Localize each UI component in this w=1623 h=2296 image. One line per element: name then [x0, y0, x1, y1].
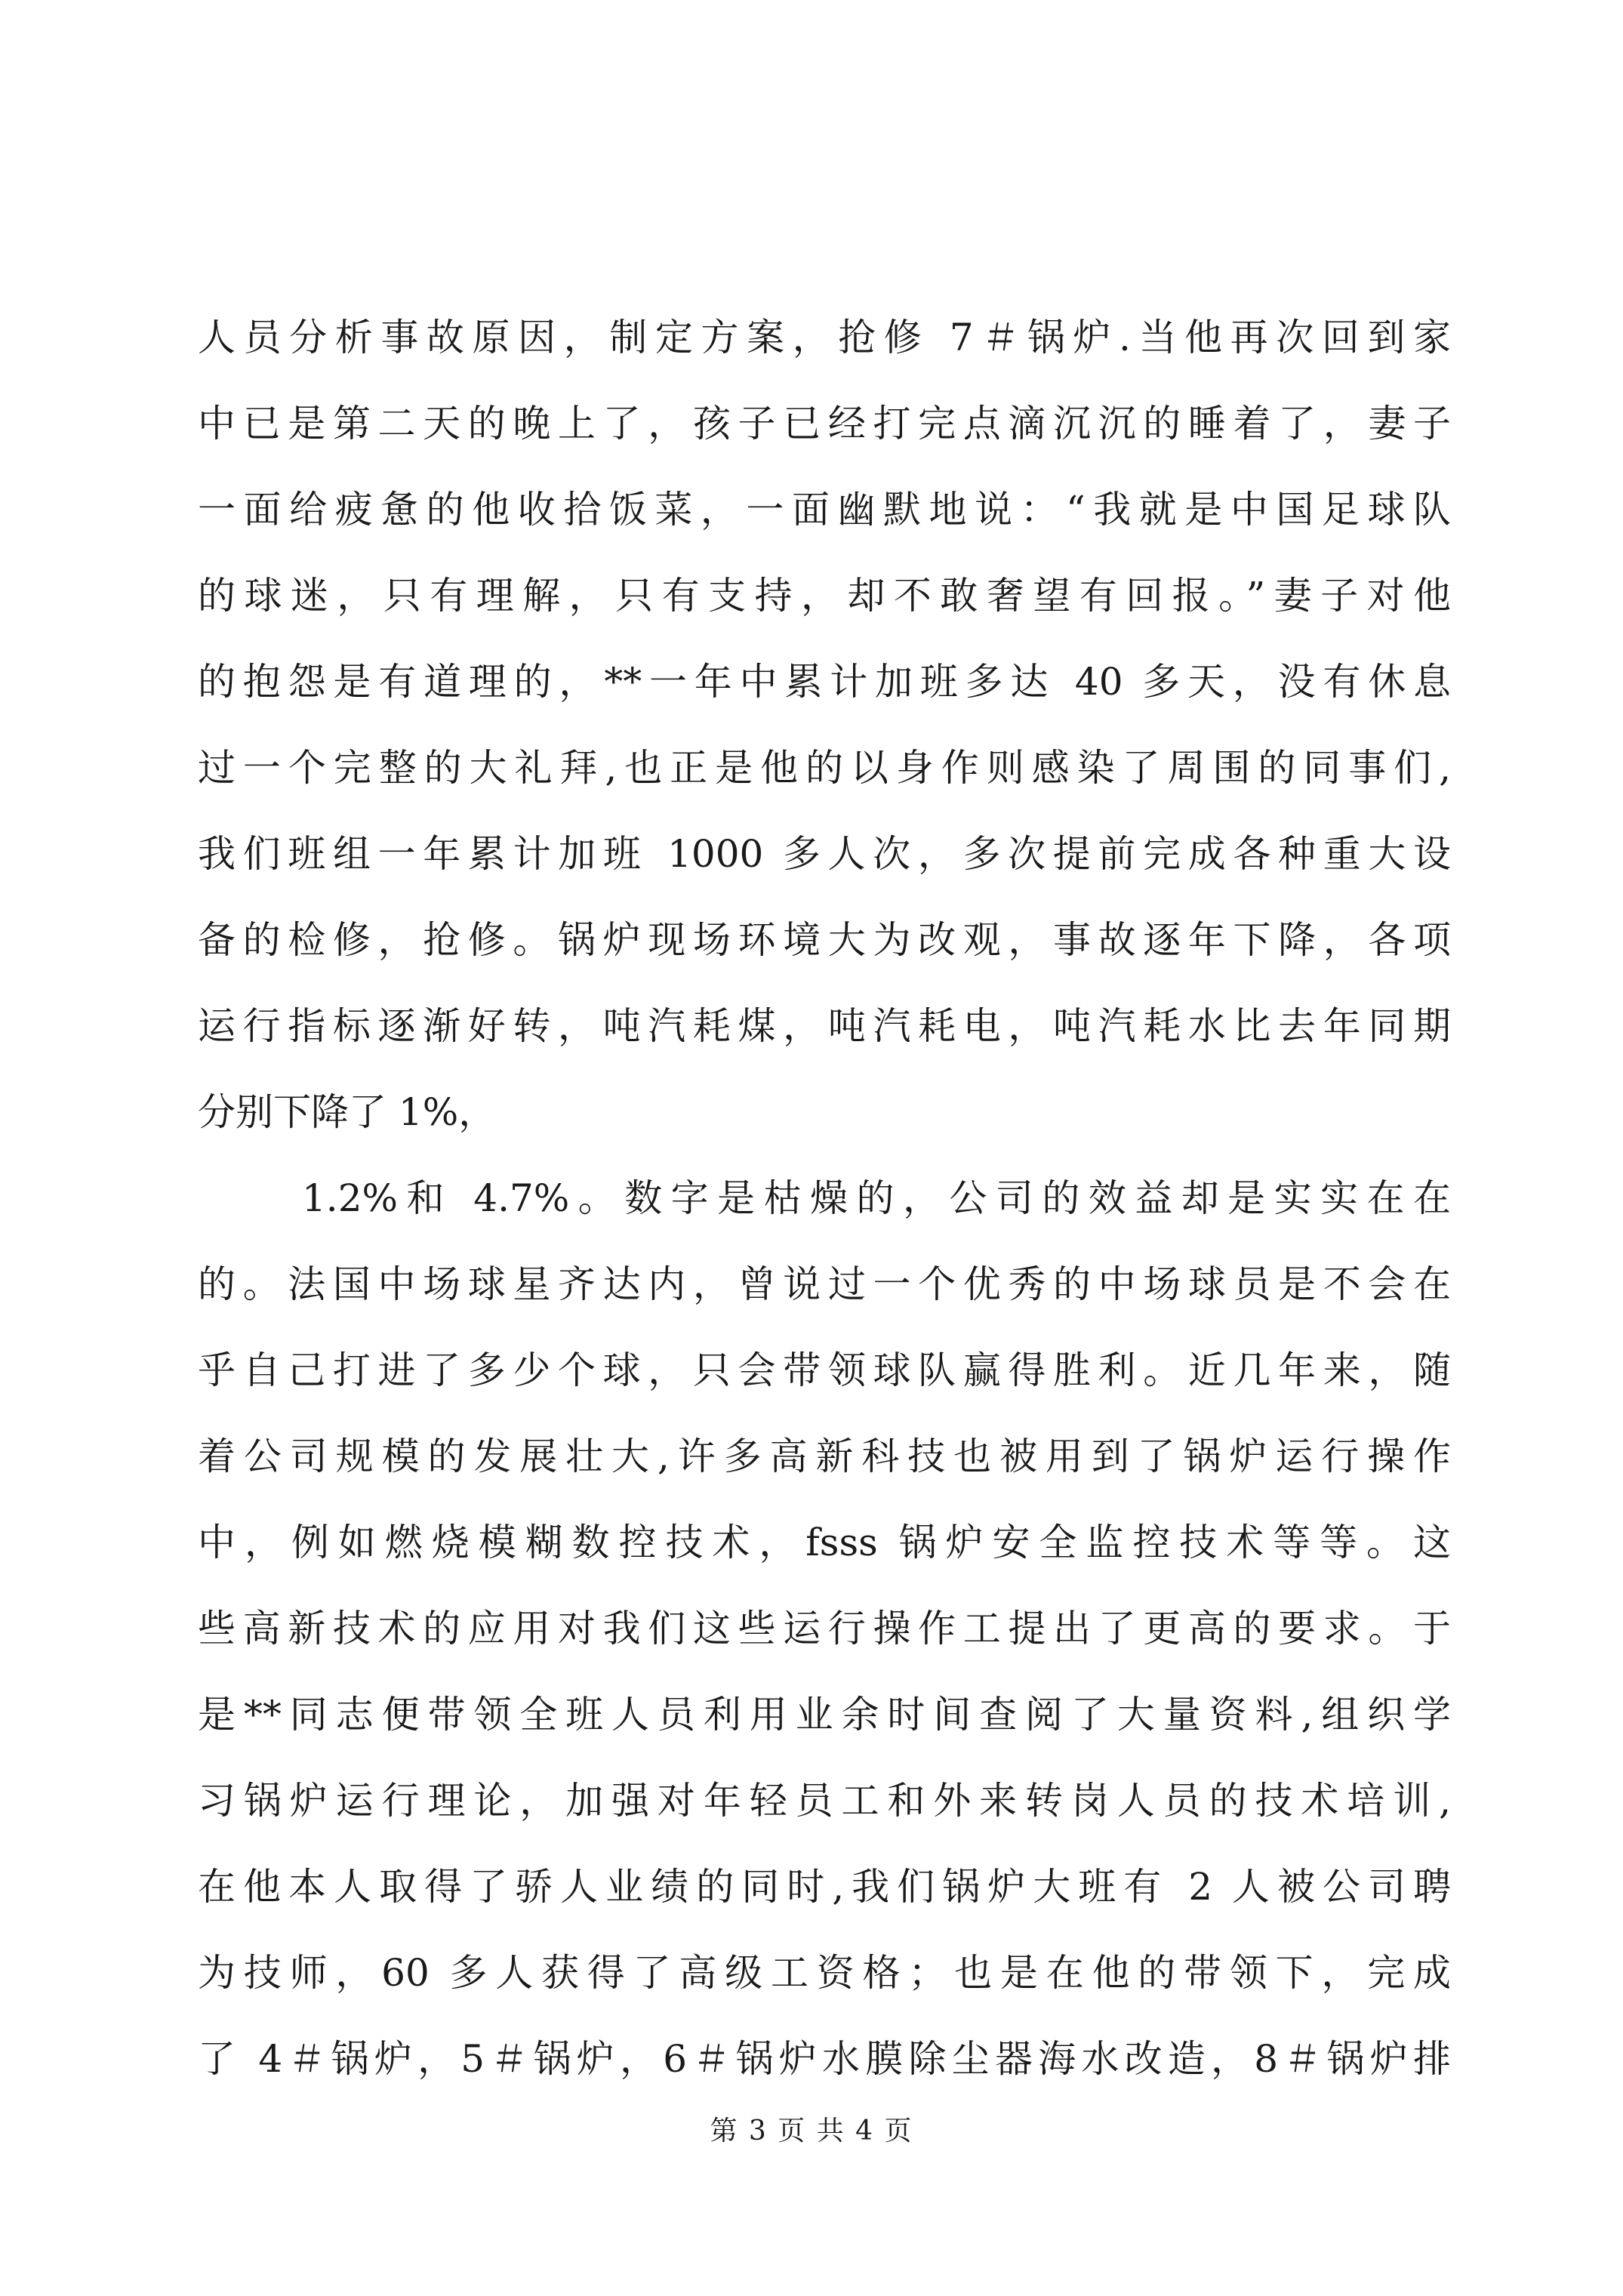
text-line: 中已是第二天的晚上了，孩子已经打完点滴沉沉的睡着了，妻子: [198, 402, 1451, 445]
text-line: 1.2%和 4.7%。数字是枯燥的，公司的效益却是实实在在: [302, 1176, 1451, 1220]
page-number-footer: 第 3 页 共 4 页: [710, 2116, 913, 2147]
text-line: 的。法国中场球星齐达内，曾说过一个优秀的中场球员是不会在: [198, 1262, 1451, 1306]
text-line: 一面给疲惫的他收拾饭菜，一面幽默地说：“我就是中国足球队: [198, 488, 1451, 532]
text-line: 乎自己打进了多少个球，只会带领球队赢得胜利。近几年来，随: [198, 1348, 1451, 1392]
text-line: 人员分析事故原因，制定方案，抢修 7＃锅炉.当他再次回到家: [198, 316, 1451, 359]
text-line: 的球迷，只有理解，只有支持，却不敢奢望有回报。”妻子对他: [198, 574, 1451, 618]
text-line: 着公司规模的发展壮大,许多高新科技也被用到了锅炉运行操作: [198, 1435, 1451, 1478]
text-line: 过一个完整的大礼拜,也正是他的以身作则感染了周围的同事们,: [198, 746, 1451, 790]
text-line: 些高新技术的应用对我们这些运行操作工提出了更高的要求。于: [198, 1607, 1451, 1650]
text-line: 习锅炉运行理论，加强对年轻员工和外来转岗人员的技术培训,: [198, 1779, 1451, 1823]
text-line: 是**同志便带领全班人员利用业余时间查阅了大量资料,组织学: [198, 1693, 1451, 1737]
text-line: 了 4＃锅炉，5＃锅炉，6＃锅炉水膜除尘器海水改造，8＃锅炉排: [198, 2037, 1451, 2081]
text-line: 备的检修，抢修。锅炉现场环境大为改观，事故逐年下降，各项: [198, 918, 1451, 962]
body-text: [198, 294, 1451, 2102]
text-line: 运行指标逐渐好转，吨汽耗煤，吨汽耗电，吨汽耗水比去年同期: [198, 1004, 1451, 1048]
text-line: 的抱怨是有道理的，**一年中累计加班多达 40 多天，没有休息: [198, 660, 1451, 704]
text-line: 我们班组一年累计加班 1000 多人次，多次提前完成各种重大设: [198, 832, 1451, 876]
text-line: 中，例如燃烧模糊数控技术，fsss 锅炉安全监控技术等等。这: [198, 1521, 1451, 1564]
text-line: 在他本人取得了骄人业绩的同时,我们锅炉大班有 2 人被公司聘: [198, 1865, 1451, 1909]
text-line: 分别下降了 1%，: [198, 1090, 497, 1134]
text-line: 为技师，60 多人获得了高级工资格；也是在他的带领下，完成: [198, 1951, 1451, 1995]
